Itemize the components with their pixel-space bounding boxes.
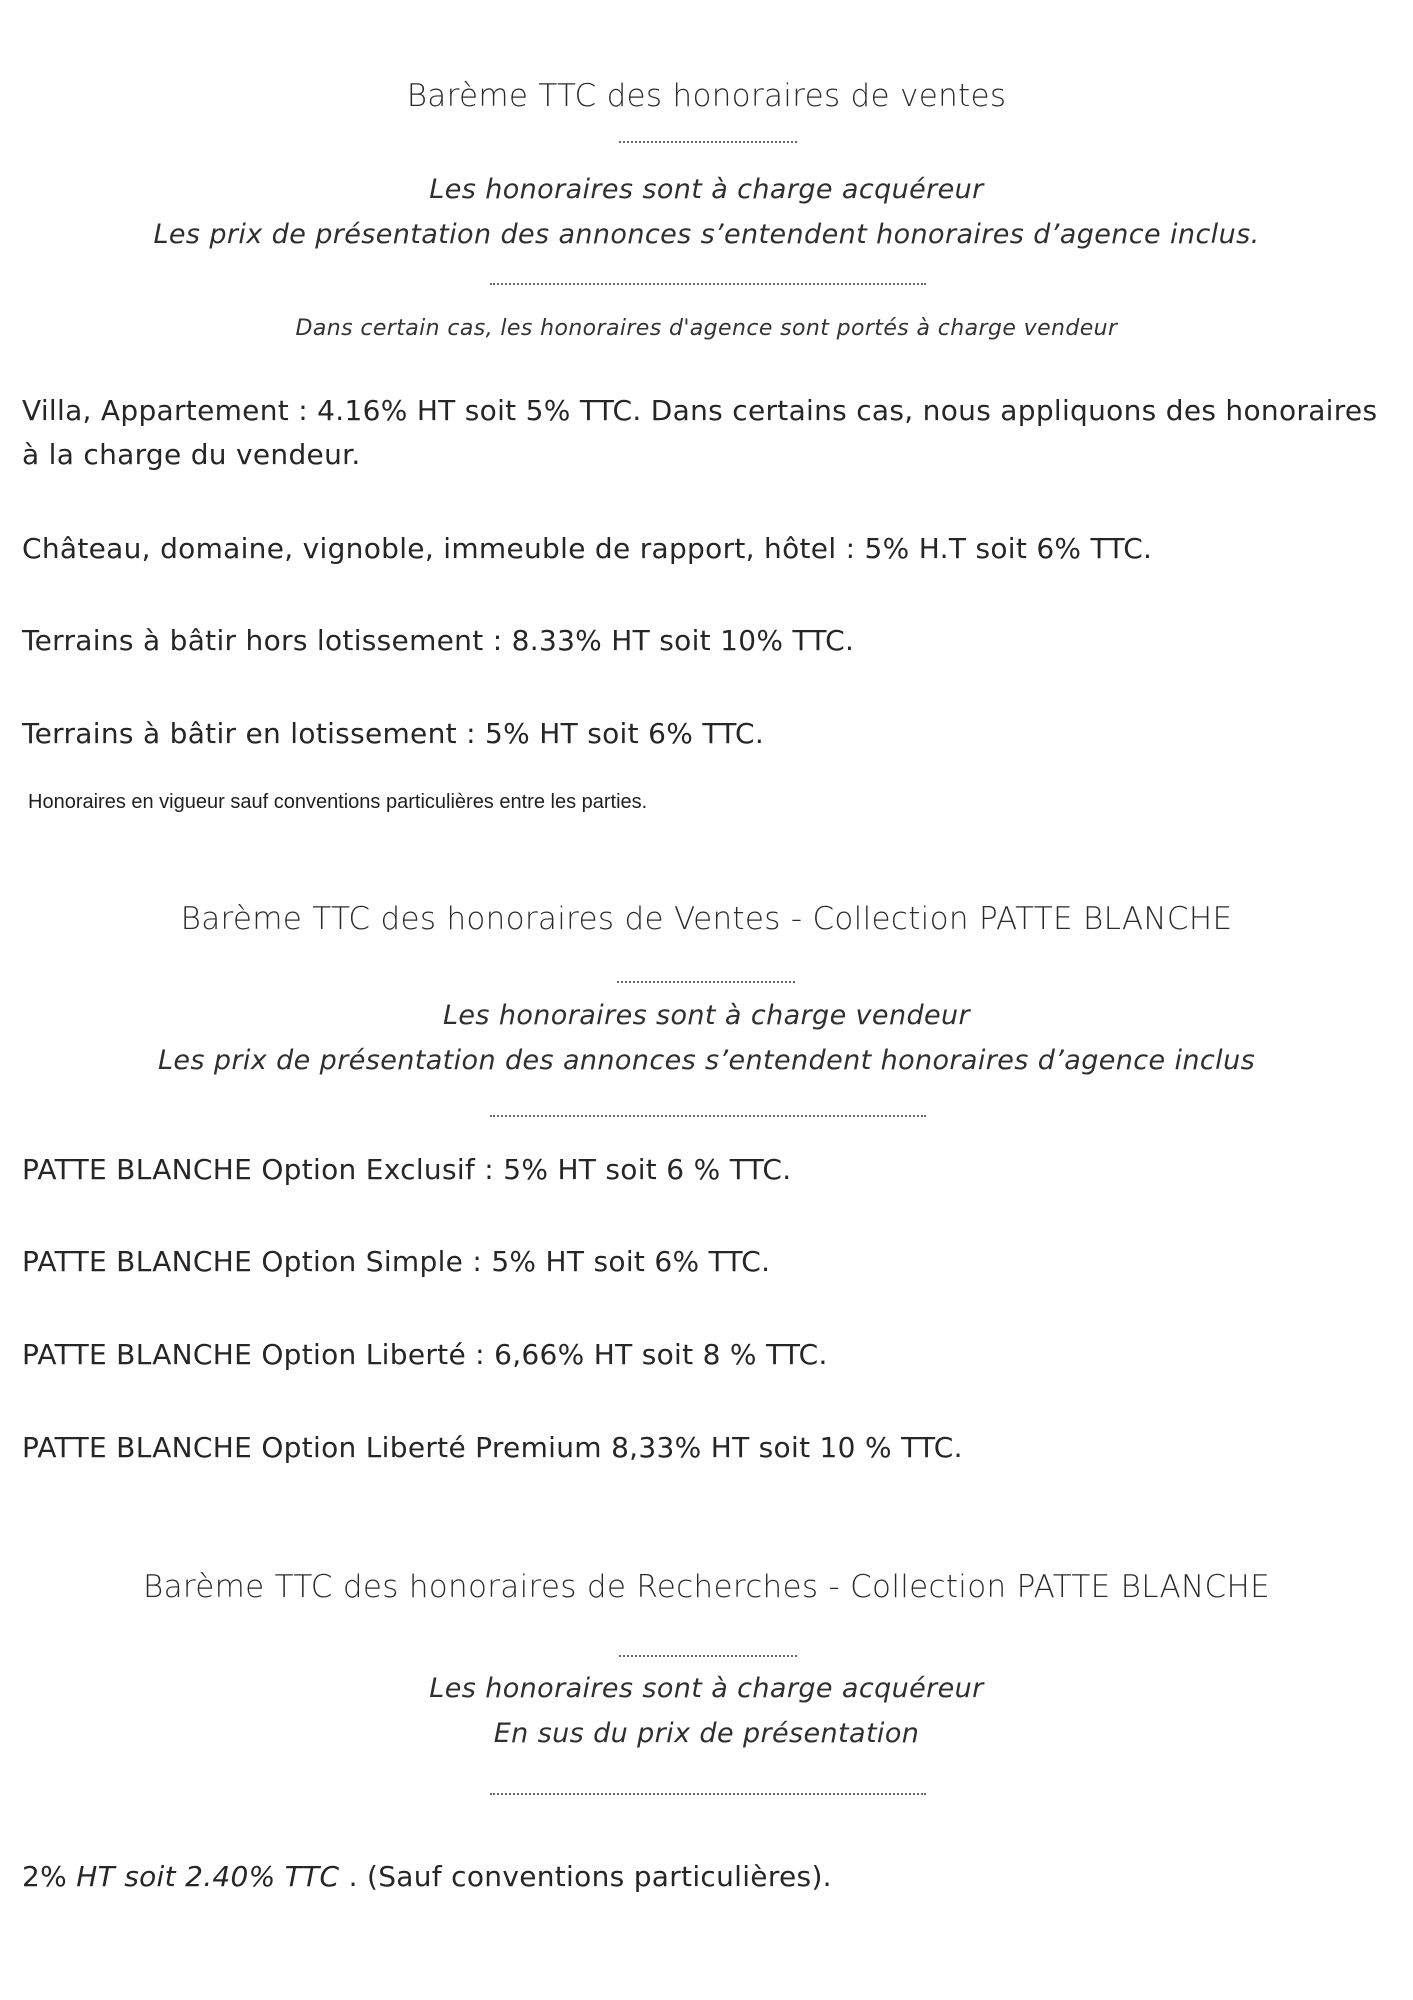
- dotted-divider: [490, 283, 926, 285]
- sale-charge-text: Les honoraires sont à charge acquéreur: [429, 174, 984, 205]
- rate-ttc: TTC: [284, 1860, 340, 1893]
- patte-blanche-sale-charge: Les honoraires sont à charge vendeur: [442, 1000, 971, 1031]
- dotted-divider: [617, 981, 795, 983]
- sale-exception-note: Dans certain cas, les honoraires d'agence sont portés à charge vendeur: [295, 316, 1118, 341]
- patte-blanche-sale-price-note: Les prix de présentation des annonces s’entendent honoraires d’agence inclus: [157, 1045, 1256, 1076]
- dotted-divider: [490, 1793, 926, 1795]
- sale-item-terrain-lotissement: Terrains à bâtir en lotissement : 5% HT soit 6% TTC.: [22, 717, 765, 750]
- patte-blanche-search-charge: Les honoraires sont à charge acquéreur: [429, 1673, 984, 1704]
- sale-section-title: Barème TTC des honoraires de ventes: [406, 78, 1007, 114]
- rate-mid: soit 2.40%: [115, 1860, 285, 1893]
- patte-blanche-option-liberte: PATTE BLANCHE Option Liberté : 6,66% HT soit 8 % TTC.: [22, 1338, 828, 1371]
- patte-blanche-option-exclusif: PATTE BLANCHE Option Exclusif : 5% HT soit 6 % TTC.: [22, 1153, 792, 1186]
- sale-item-terrain-hors-lotissement: Terrains à bâtir hors lotissement : 8.33% HT soit 10% TTC.: [22, 624, 855, 657]
- patte-blanche-option-liberte-premium: PATTE BLANCHE Option Liberté Premium 8,33% HT soit 10 % TTC.: [22, 1431, 963, 1464]
- dotted-divider: [619, 141, 797, 143]
- patte-blanche-sale-title: Barème TTC des honoraires de Ventes - Collection PATTE BLANCHE: [180, 901, 1233, 937]
- rate-ht: HT: [76, 1860, 115, 1893]
- dotted-divider: [619, 1655, 797, 1657]
- sale-item-chateau: Château, domaine, vignoble, immeuble de rapport, hôtel : 5% H.T soit 6% TTC.: [22, 532, 1153, 565]
- sale-item-villa: Villa, Appartement : 4.16% HT soit 5% TTC. Dans certains cas, nous appliquons des honoraires à la charge du vendeur.: [22, 394, 1378, 471]
- patte-blanche-search-title: Barème TTC des honoraires de Recherches - Collection PATTE BLANCHE: [143, 1569, 1270, 1605]
- dotted-divider: [490, 1115, 926, 1117]
- sale-price-note: Les prix de présentation des annonces s’entendent honoraires d’agence inclus.: [153, 219, 1260, 250]
- rate-prefix: 2%: [22, 1860, 77, 1893]
- patte-blanche-search-price-note: En sus du prix de présentation: [493, 1718, 920, 1749]
- rate-suffix: . (Sauf conventions particulières).: [339, 1860, 832, 1893]
- patte-blanche-search-rate: [22, 1860, 832, 1893]
- sale-footnote: Honoraires en vigueur sauf conventions particulières entre les parties.: [28, 791, 648, 813]
- patte-blanche-option-simple: PATTE BLANCHE Option Simple : 5% HT soit 6% TTC.: [22, 1245, 771, 1278]
